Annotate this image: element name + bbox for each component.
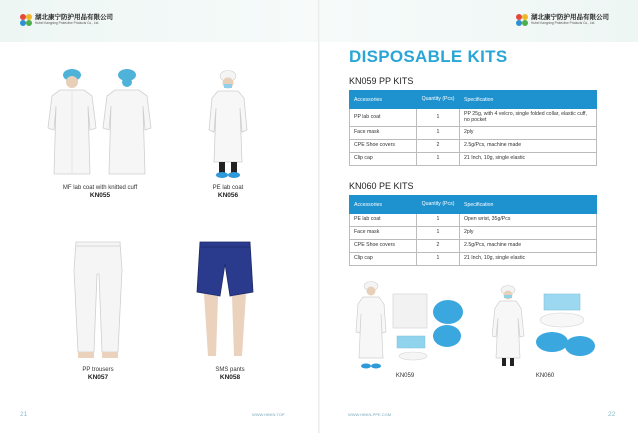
table-header-row [350, 91, 597, 109]
cell-qty: 1 [417, 214, 460, 227]
table-row [350, 227, 597, 240]
product-caption-kn056 [188, 184, 268, 201]
product-name: SMS pants [215, 367, 245, 373]
cell-qty: 1 [417, 227, 460, 240]
table-row [350, 127, 597, 140]
table-row [350, 153, 597, 166]
mf-lab-coat-image [42, 66, 160, 180]
cell-item: Clip cap [350, 253, 417, 266]
product-code: KN055 [89, 192, 111, 200]
col-accessories: Accessories [350, 91, 417, 109]
product-name: PP trousers [82, 367, 114, 373]
right-page-number: 22 [608, 411, 616, 418]
cell-spec: 2.5g/Pcs, machine made [460, 240, 597, 253]
cell-spec: Open wrist, 35g/Pcs [460, 214, 597, 227]
product-name: PE lab coat [212, 185, 244, 191]
cell-spec: 2ply [460, 127, 597, 140]
product-code: KN057 [87, 374, 109, 382]
cell-spec: 21 Inch, 10g, single elastic [460, 253, 597, 266]
cell-qty: 2 [417, 140, 460, 153]
col-quantity: Quantity (Pcs) [417, 91, 460, 109]
cell-item: Clip cap [350, 153, 417, 166]
cell-item: PE lab coat [350, 214, 417, 227]
cell-spec: 2.5g/Pcs, machine made [460, 140, 597, 153]
logo-mark-icon [20, 14, 32, 26]
cell-qty: 1 [417, 109, 460, 127]
kit-code: KN060 [535, 373, 555, 379]
cell-qty: 1 [417, 153, 460, 166]
table-row [350, 253, 597, 266]
cell-spec: 21 Inch, 10g, single elastic [460, 153, 597, 166]
cell-qty: 1 [417, 127, 460, 140]
page-gutter [318, 0, 320, 433]
table-row [350, 140, 597, 153]
kit-table-kn059 [349, 90, 597, 166]
cell-item: CPE Shoe covers [350, 240, 417, 253]
cell-spec: PP 25g, with 4 velcro, single folded collar, elastic cuff, no pocket [460, 109, 597, 127]
product-caption-kn058 [190, 366, 270, 383]
kn059-kit-image [355, 280, 465, 370]
cell-item: CPE Shoe covers [350, 140, 417, 153]
kit-heading-kn060: KN060 PE KITS [349, 181, 414, 191]
product-name: MF lab coat with knitted cuff [62, 185, 138, 191]
left-logo [20, 14, 113, 26]
product-caption-kn055 [30, 184, 170, 201]
brand-name-en: Hubei Kangning Protective Products Co., Ltd. [531, 21, 596, 26]
brand-name-cn: 湖北康宁防护用品有限公司 [531, 13, 609, 21]
page-title: DISPOSABLE KITS [349, 47, 508, 66]
cell-qty: 1 [417, 253, 460, 266]
product-code: KN056 [217, 192, 239, 200]
left-footer-url: WWW.HBKN.TOP [252, 412, 285, 417]
cell-spec: 2ply [460, 227, 597, 240]
product-caption-kn057 [58, 366, 138, 383]
brand-name-cn: 湖北康宁防护用品有限公司 [35, 13, 113, 21]
kit-caption-kn059 [380, 372, 430, 380]
kn060-kit-image [492, 284, 602, 370]
table-row [350, 240, 597, 253]
sms-pants-image [196, 240, 254, 362]
pp-trousers-image [70, 240, 126, 362]
cell-item: PP lab coat [350, 109, 417, 127]
col-accessories: Accessories [350, 196, 417, 214]
right-footer-url: WWW.HBKN-PPE.COM [348, 412, 392, 417]
product-code: KN058 [219, 374, 241, 382]
col-specification: Specification [460, 196, 597, 214]
cell-item: Face mask [350, 127, 417, 140]
logo-mark-icon [516, 14, 528, 26]
kit-table-kn060 [349, 195, 597, 266]
kit-heading-kn059: KN059 PP KITS [349, 76, 414, 86]
kit-caption-kn060 [520, 372, 570, 380]
table-header-row [350, 196, 597, 214]
brand-name-en: Hubei Kangning Protective Products Co., Ltd. [35, 21, 100, 26]
right-logo [516, 14, 609, 26]
table-row [350, 214, 597, 227]
pe-lab-coat-image [206, 68, 250, 180]
table-row [350, 109, 597, 127]
col-quantity: Quantity (Pcs) [417, 196, 460, 214]
col-specification: Specification [460, 91, 597, 109]
left-page-number: 21 [20, 411, 28, 418]
kit-code: KN059 [395, 373, 415, 379]
cell-qty: 2 [417, 240, 460, 253]
cell-item: Face mask [350, 227, 417, 240]
